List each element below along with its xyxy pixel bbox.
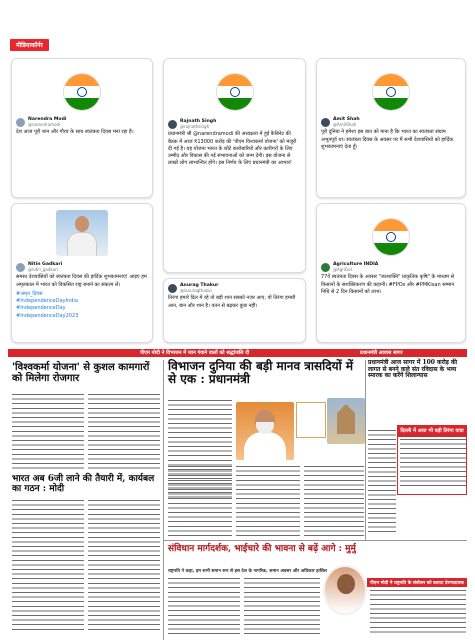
profile-photo xyxy=(56,210,108,256)
tweet-text: पूरी दुनिया ने हमेशा इस बात को माना है कि भारत का स्वतंत्रता संग्राम अभूतपूर्व था। स्वतंत्रता दिवस के अवसर पर मैं सभी देशवासियों को हार्दिक शुभकामनाएं देता हूँ। xyxy=(321,129,454,150)
tweet-card[interactable] xyxy=(316,203,466,343)
avatar xyxy=(16,118,25,127)
india-flag-image xyxy=(63,73,101,111)
tweet-text: तिरंगा हमारे दिल में रहे तो बड़ी शान सबको नज़र आए, वो तिरंगा हमारी आन, बान और शान है। वतन से बढ़कर कुछ नहीं। xyxy=(168,295,296,309)
hashtag[interactable]: #IndependenceDayIndia xyxy=(16,298,78,305)
user-handle: @ianuragthakur xyxy=(180,287,213,293)
india-flag-image xyxy=(372,218,410,256)
side-box xyxy=(397,425,467,495)
hashtag[interactable]: #IndependenceDay2023 xyxy=(16,312,79,319)
avatar xyxy=(321,118,330,127)
tweet-text: देश आज पूरी शान और गौरव के साथ स्वतंत्रता दिवस मना रहा है। xyxy=(16,129,134,136)
section-divider xyxy=(164,540,467,541)
headline-left-sub: भारत अब 6जी लाने की तैयारी में, कार्यबल का गठन : मोदी xyxy=(12,474,155,495)
user-name: Anurag Thakur xyxy=(180,283,219,288)
user-name: Narendra Modi xyxy=(28,117,67,122)
modi-photo xyxy=(236,402,294,460)
temple-photo xyxy=(327,398,365,444)
headline-bottom: संविधान मार्गदर्शक, भाईचारे की भावना से बढ़ें आगे : मुर्मु xyxy=(168,544,356,554)
pink-headline-box: पीएम मोदी ने राष्ट्रपति के संबोधन को बताया प्रेरणादायक xyxy=(367,578,467,587)
india-flag-image xyxy=(216,73,254,111)
article-column xyxy=(304,466,364,536)
hashtag[interactable]: #अमृत_दिवस xyxy=(16,290,43,297)
headline-center: विभाजन दुनिया की बड़ी मानव त्रासदियों में से एक : प्रधानमंत्री xyxy=(168,359,354,387)
article-column xyxy=(88,394,160,469)
side-box-title: दिल्ली में आज भी बड़ी तिरंगा यात्रा xyxy=(398,426,466,437)
tweet-text: समस्त देशवासियों को स्वतंत्रता दिवस की हार्दिक शुभकामनाएं! आइए हम अमृतकाल में भारत को विकसित राष्ट्र बनाने का संकल्प लें। xyxy=(16,274,147,288)
section-tag: मीडियाकॉर्नर xyxy=(10,39,49,51)
headline-right: प्रधानमंत्री आज सागर में 100 करोड़ की लागत से बनने वाले संत रविदास के भव्य स्मारक का करेंगे शिलान्यास xyxy=(368,359,458,380)
article-column xyxy=(236,466,300,536)
tweet-text: 77वें स्वतंत्रता दिवस के अवसर "जलशक्ति" प्राकृतिक कृषि" के माध्यम से किसानों के सशक्तिकरण की कहानी। #FPOs और #PMKisan सम्मान निधि से 2 दिन किसानों को लाभ। xyxy=(321,274,455,295)
headline-bottom-sub: राष्ट्रपति ने कहा, हम सभी समान रूप से इस देश के नागरिक, समान अवसर और अधिकार हासिल xyxy=(168,569,327,574)
avatar xyxy=(321,263,330,272)
strap-center: पीएम मोदी ने विभाजन में जान गंवाने वालों को श्रद्धांजलि दी xyxy=(140,350,250,356)
user-name: Amit Shah xyxy=(333,117,360,122)
murmu-photo xyxy=(323,565,367,615)
article-column xyxy=(368,430,396,535)
tweet-card[interactable] xyxy=(11,203,153,343)
avatar xyxy=(168,120,177,129)
india-flag-image xyxy=(372,73,410,111)
user-handle: @nitin_gadkari xyxy=(28,266,58,272)
avatar xyxy=(16,263,25,272)
tweet-card[interactable] xyxy=(163,58,306,273)
article-column xyxy=(12,500,84,630)
user-handle: @AgriGoI xyxy=(333,266,352,272)
tweet-card[interactable] xyxy=(163,278,306,343)
avatar xyxy=(168,284,177,293)
user-handle: @AmitShah xyxy=(333,121,357,127)
tweet-card[interactable] xyxy=(316,58,466,198)
article-column xyxy=(244,578,320,636)
article-column xyxy=(400,439,466,487)
user-name: Rajnath Singh xyxy=(180,119,217,124)
quote-box xyxy=(296,402,326,438)
headline-left: 'विश्वकर्मा योजना' से कुशल कामगारों को मिलेगा रोजगार xyxy=(12,362,150,385)
user-handle: @narendramodi xyxy=(28,121,61,127)
article-column xyxy=(168,578,240,636)
hashtag[interactable]: #IndependenceDay xyxy=(16,305,66,312)
strap-right: प्रधानमंत्री आवास सागर xyxy=(360,350,403,356)
tweet-text: प्रधानमंत्री श्री @narendramodi की अध्यक्षता में हुई कैबिनेट की बैठक में आज ₹13000 करोड़ की 'पीएम विश्वकर्मा योजना' को मंजूरी दी गई है। यह योजना भारत के छोटे कारोबारियों और कारीगरों के लिए उम्मीद और विकास की नई संभावनाओं को जन्म देगी। इस योजना से लाखों लोग लाभान्वित होंगे। इस निर्णय के लिए प्रधानमंत्री का आभार! xyxy=(168,131,297,167)
user-handle: @rajnathsingh xyxy=(180,123,210,129)
column-divider xyxy=(365,360,366,540)
tweet-card[interactable] xyxy=(11,58,153,198)
column-divider xyxy=(163,360,164,640)
user-name: Nitin Gadkari xyxy=(28,262,63,267)
article-column xyxy=(370,590,466,636)
user-name: Agriculture INDIA xyxy=(333,262,379,267)
article-column xyxy=(88,500,160,630)
article-column xyxy=(12,394,84,469)
article-column xyxy=(168,466,232,536)
